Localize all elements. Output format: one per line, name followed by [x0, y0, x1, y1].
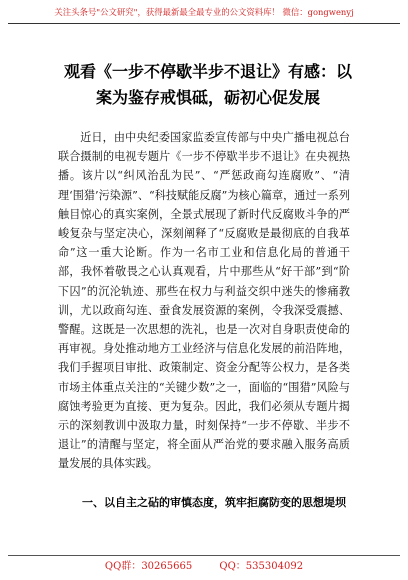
body-paragraph: 近日，由中央纪委国家监委宣传部与中央广播电视总台联合摄制的电视专题片《一步不停歇半步不退让》在央视热播。该片以“纠风治乱为民”、“严惩政商勾连腐败”、“清理‘围猎’污染源”、“科技赋能反腐”为核心篇章，通过一系列触目惊心的真实案例，全景式展现了新时代反腐败斗争的严峻复杂与坚定决心，深刻阐释了“反腐败是最彻底的自我革命”这一重大论断。作为一名市工业和信息化局的普通干部，我怀着敬畏之心认真观看，片中那些从“好干部”到“阶下囚”的沉沦轨迹、那些在权力与利益交织中迷失的惨痛教训，尤以政商勾连、蚕食发展资源的案例，令我深受震撼、警醒。这既是一次思想的洗礼，也是一次对自身职责使命的再审视。身处推动地方工业经济与信息化发展的前沿阵地，我们手握项目审批、政策制定、资金分配等公权力，是各类市场主体重点关注的“关键少数”之一，面临的“围猎”风险与腐蚀考验更为直接、更为复杂。因此，我们必须从专题片揭示的深刻教训中汲取力量，时刻保持“一步不停歇、半步不退让”的清醒与坚定，将全面从严治党的要求融入服务高质量发展的具体实践。	[58, 131, 350, 471]
footer-qq: QQ：535304092	[219, 561, 304, 572]
header-divider	[8, 23, 400, 24]
footer-contact	[0, 560, 408, 574]
header-banner: 关注头条号"公文研究"，获得最新最全最专业的公文资料库！ 微信：gongwenyj	[54, 7, 354, 17]
footer-divider	[8, 555, 400, 556]
document-title: 观看《一步不停歇半步不退让》有感：以案为鉴存戒惧砥，砺初心促发展	[63, 62, 352, 107]
footer-qq-group: QQ群：30265665	[104, 561, 193, 572]
section-heading: 一、以自主之砧的审慎态度，筑牢拒腐防变的思想堤坝	[82, 496, 346, 509]
